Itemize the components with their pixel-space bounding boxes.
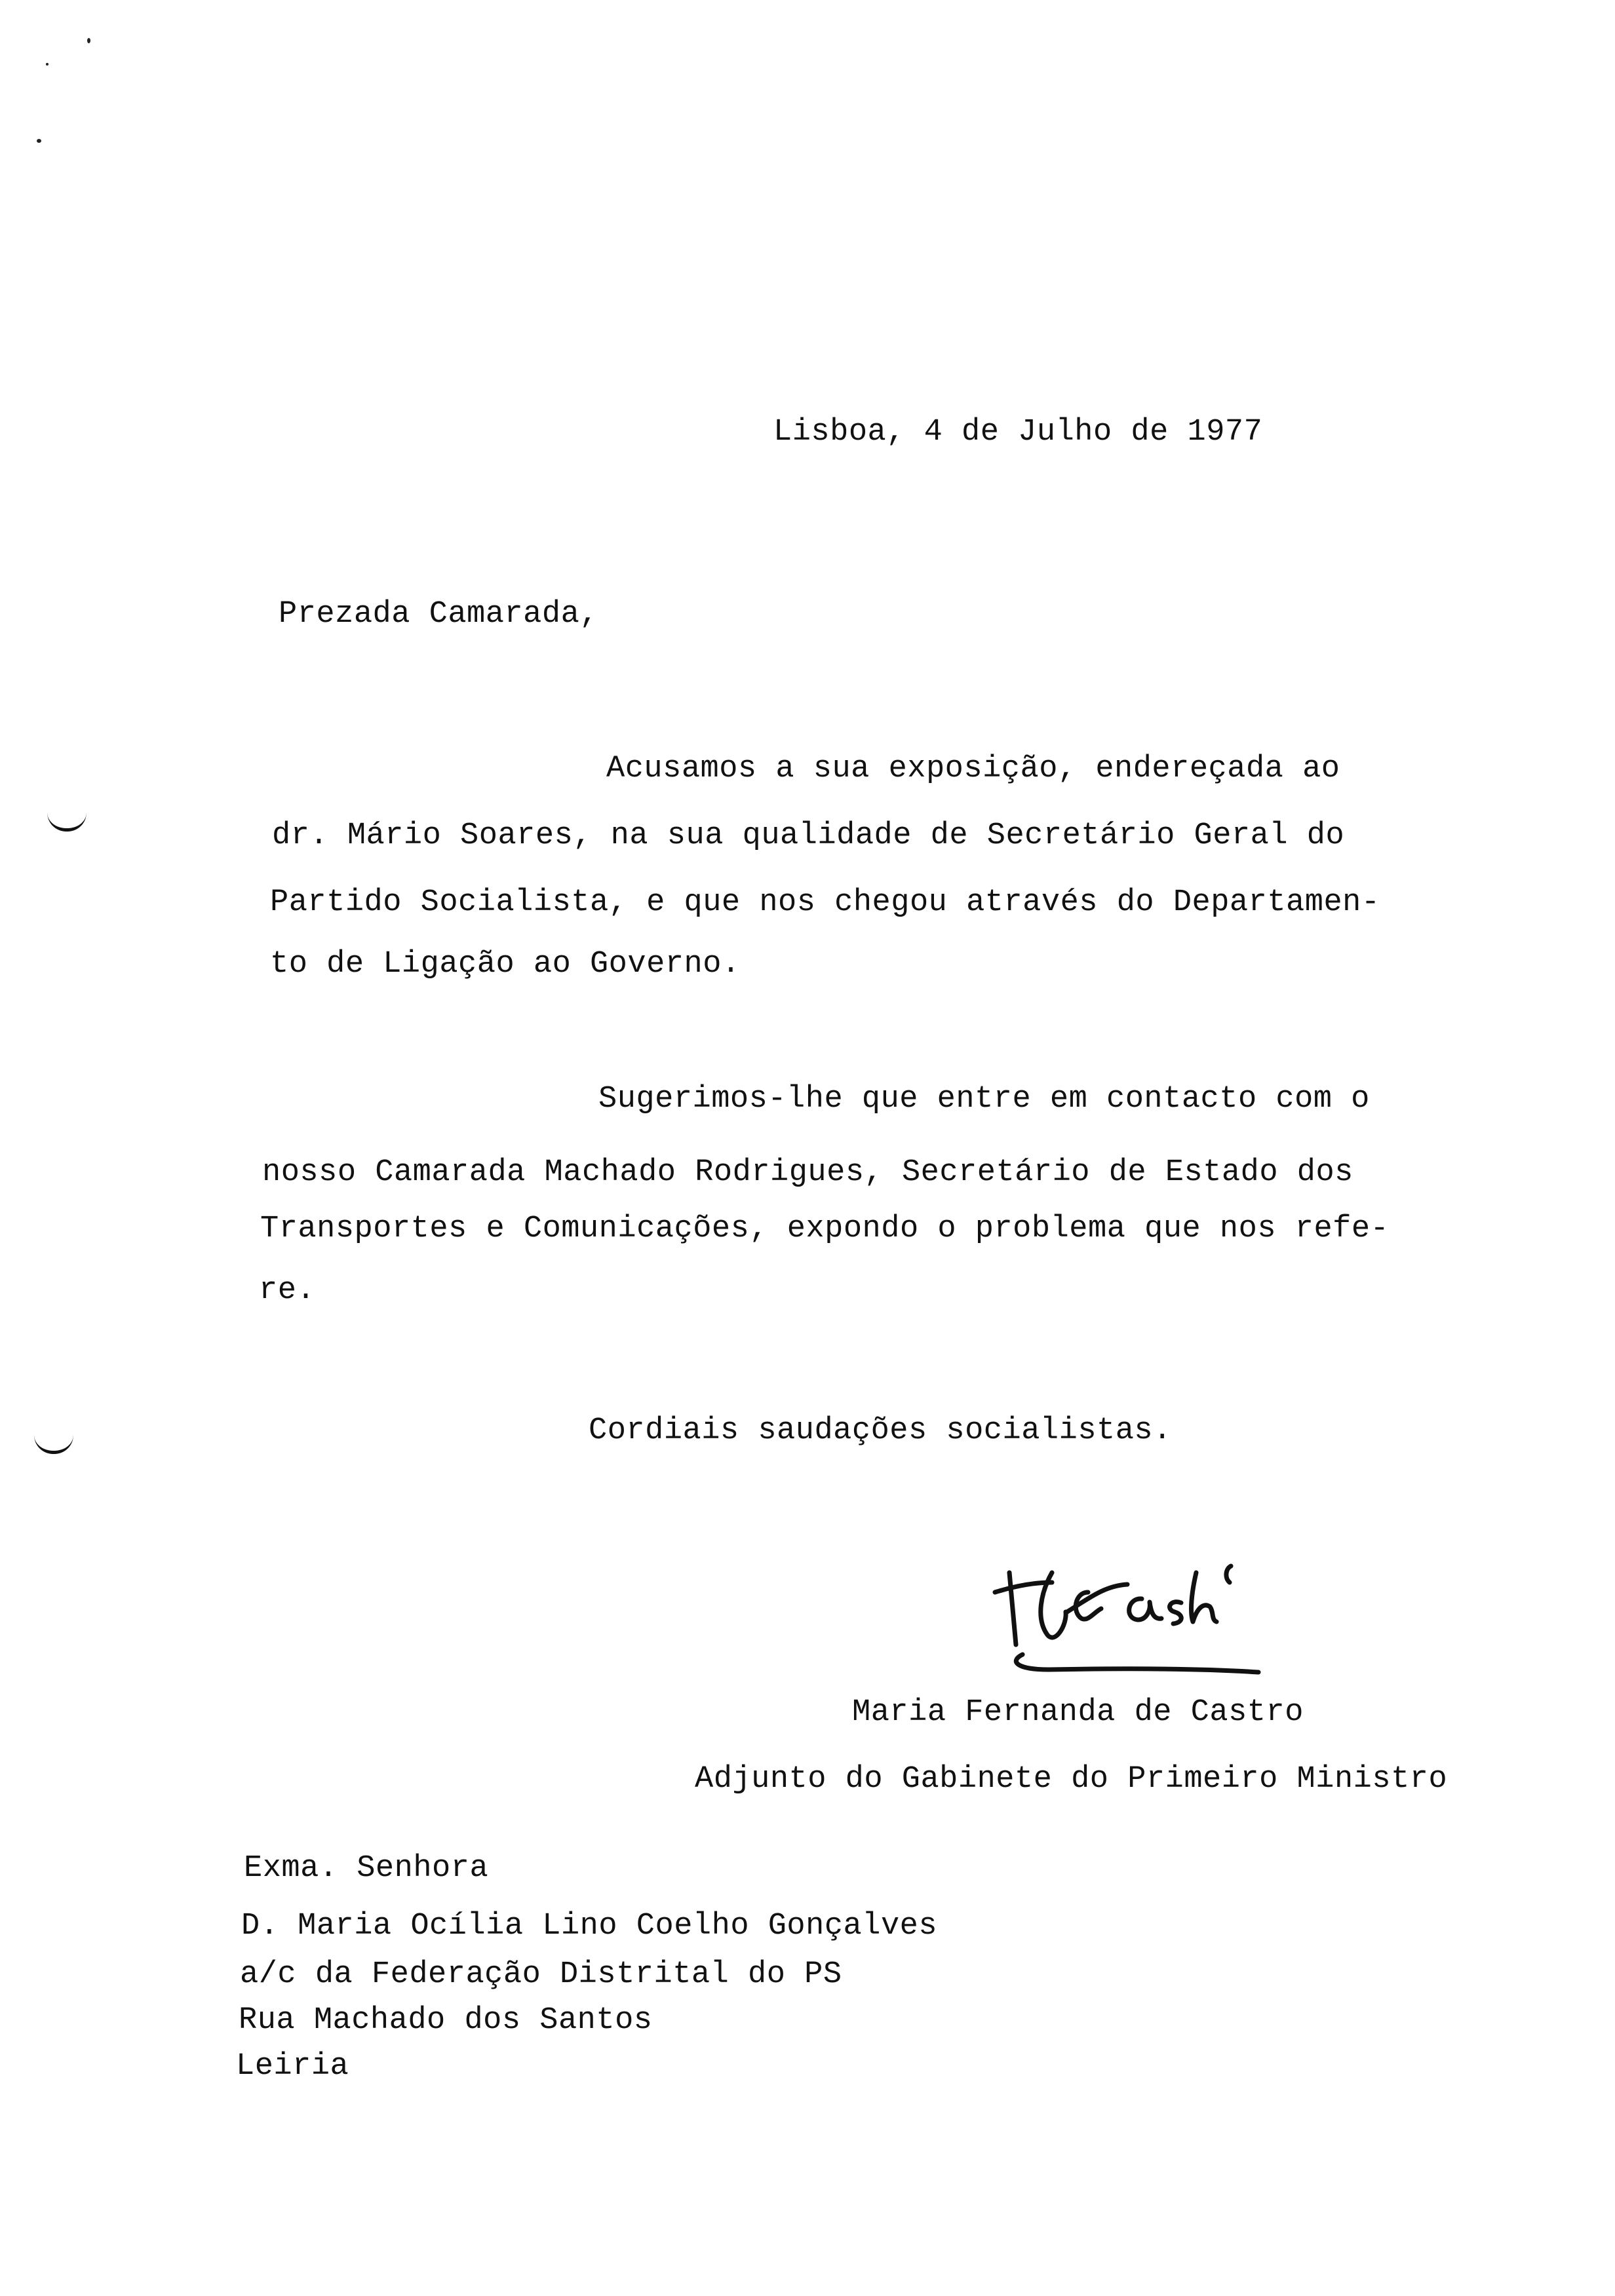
- recipient-line-4: Rua Machado dos Santos: [239, 2003, 653, 2038]
- scan-speck: [37, 139, 41, 143]
- date-line: Lisboa, 4 de Julho de 1977: [773, 415, 1263, 450]
- paragraph-1-line-1: Acusamos a sua exposição, endereçada ao: [606, 752, 1340, 786]
- paragraph-2-line-3: Transportes e Comunicações, expondo o problema que nos refe-: [260, 1212, 1390, 1246]
- scan-speck: [46, 63, 49, 66]
- signature-name: Maria Fernanda de Castro: [852, 1695, 1304, 1730]
- recipient-line-1: Exma. Senhora: [244, 1851, 489, 1886]
- salutation: Prezada Camarada,: [279, 597, 598, 632]
- signature-title: Adjunto do Gabinete do Primeiro Ministro: [695, 1762, 1448, 1797]
- handwritten-signature: [990, 1546, 1265, 1684]
- paragraph-2-line-4: re.: [259, 1273, 316, 1308]
- closing: Cordiais saudações socialistas.: [589, 1413, 1172, 1448]
- punch-hole-mark: [47, 813, 87, 832]
- paragraph-1-line-2: dr. Mário Soares, na sua qualidade de Secretário Geral do: [272, 818, 1345, 853]
- paragraph-2-line-1: Sugerimos-lhe que entre em contacto com o: [598, 1082, 1370, 1117]
- recipient-line-5: Leiria: [236, 2049, 349, 2084]
- scan-speck: [87, 38, 90, 43]
- recipient-line-2: D. Maria Ocília Lino Coelho Gonçalves: [241, 1909, 938, 1943]
- punch-hole-mark: [34, 1435, 73, 1454]
- paragraph-2-line-2: nosso Camarada Machado Rodrigues, Secretário de Estado dos: [262, 1155, 1353, 1190]
- recipient-line-3: a/c da Federação Distrital do PS: [240, 1957, 842, 1992]
- paragraph-1-line-3: Partido Socialista, e que nos chegou através do Departamen-: [270, 885, 1380, 920]
- paragraph-1-line-4: to de Ligação ao Governo.: [270, 947, 741, 982]
